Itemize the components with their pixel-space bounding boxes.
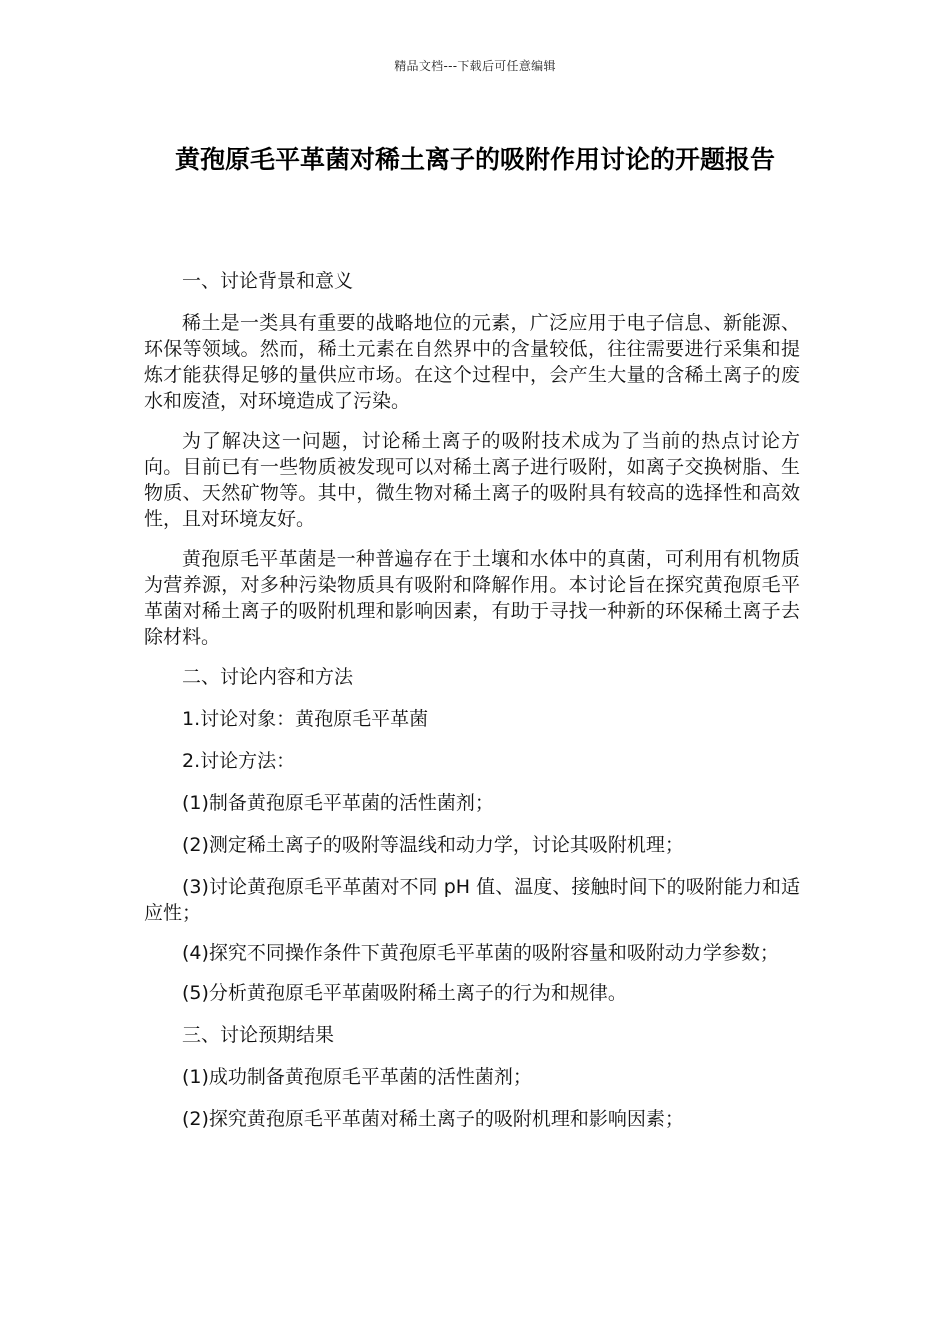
section-heading-content-methods: 二、讨论内容和方法	[182, 666, 354, 688]
list-item-research-object: 1.讨论对象：黄孢原毛平革菌	[182, 708, 429, 730]
method-step-3: (3)讨论黄孢原毛平革菌对不同 pH 值、温度、接触时间下的吸附能力和适应性；	[144, 876, 800, 924]
expected-result-2: (2)探究黄孢原毛平革菌对稀土离子的吸附机理和影响因素；	[182, 1108, 684, 1130]
list-item-research-method: 2.讨论方法：	[182, 750, 296, 772]
expected-result-1: (1)成功制备黄孢原毛平革菌的活性菌剂；	[182, 1066, 532, 1088]
method-step-2: (2)测定稀土离子的吸附等温线和动力学，讨论其吸附机理；	[182, 834, 684, 856]
method-step-5: (5)分析黄孢原毛平革菌吸附稀土离子的行为和规律。	[182, 982, 627, 1004]
paragraph-background-1: 稀土是一类具有重要的战略地位的元素，广泛应用于电子信息、新能源、环保等领域。然而，稀土元素在自然界中的含量较低，往往需要进行采集和提炼才能获得足够的量供应市场。在这个过程中，会产生大量的含稀土离子的废水和废渣，对环境造成了污染。	[144, 312, 800, 412]
page-header: 精品文档---下载后可任意编辑	[394, 59, 556, 73]
method-step-1: (1)制备黄孢原毛平革菌的活性菌剂；	[182, 792, 494, 814]
document-title: 黄孢原毛平革菌对稀土离子的吸附作用讨论的开题报告	[174, 145, 775, 174]
document-body	[144, 268, 800, 1148]
section-heading-background: 一、讨论背景和意义	[182, 270, 354, 292]
section-heading-expected-results: 三、讨论预期结果	[182, 1024, 335, 1046]
method-step-4: (4)探究不同操作条件下黄孢原毛平革菌的吸附容量和吸附动力学参数；	[182, 942, 779, 964]
paragraph-background-3: 黄孢原毛平革菌是一种普遍存在于土壤和水体中的真菌，可利用有机物质为营养源，对多种污染物质具有吸附和降解作用。本讨论旨在探究黄孢原毛平革菌对稀土离子的吸附机理和影响因素，有助于寻找一种新的环保稀土离子去除材料。	[144, 548, 800, 648]
paragraph-background-2: 为了解决这一问题，讨论稀土离子的吸附技术成为了当前的热点讨论方向。目前已有一些物质被发现可以对稀土离子进行吸附，如离子交换树脂、生物质、天然矿物等。其中，微生物对稀土离子的吸附具有较高的选择性和高效性，且对环境友好。	[144, 430, 800, 530]
